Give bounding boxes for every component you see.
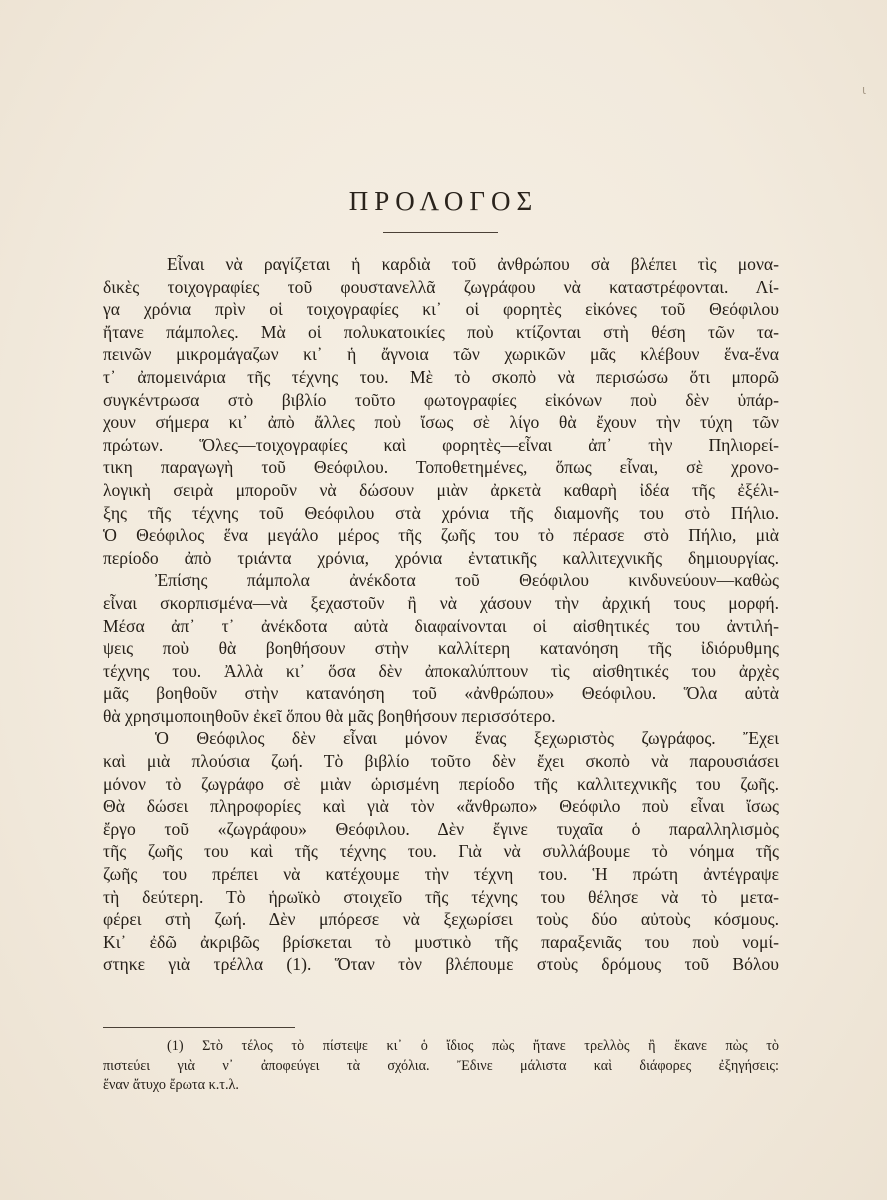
text-line: ἤτανε πάμπολες. Μὰ οἱ πολυκατοικίες ποὺ κτίζονται στὴ θέση τῶν τα- [103, 321, 779, 342]
text-line: τ᾽ ἀπομεινάρια τῆς τέχνης του. Μὲ τὸ σκοπὸ νὰ περισώσω ὅτι μπορῶ [103, 366, 779, 387]
text-line: περίοδο ἀπὸ τριάντα χρόνια, χρόνια ἐντατικῆς καλλιτεχνικῆς δημιουργίας. [103, 547, 779, 568]
text-line: Ὁ Θεόφιλος ἕνα μεγάλο μέρος τῆς ζωῆς του τὸ πέρασε στὸ Πήλιο, μιὰ [103, 525, 779, 546]
text-line: πεινῶν μικρομάγαζων κι᾽ ἡ ἄγνοια τῶν χωρικῶν μᾶς κλέβουν ἕνα-ἕνα [103, 344, 779, 365]
text-line: δικὲς τοιχογραφίες τοῦ φουστανελλᾶ ζωγράφου νὰ καταστρέφονται. Λί- [103, 276, 779, 297]
footnote-line: πιστεύει γιὰ ν᾽ ἀποφεύγει τὰ σχόλια. Ἔδινε μάλιστα καὶ διάφορες ἐξηγήσεις: [103, 1057, 779, 1074]
text-line: μᾶς βοηθοῦν στὴν κατανόηση τοῦ «ἀνθρώπου» Θεόφιλου. Ὅλα αὐτὰ [103, 683, 779, 704]
text-line: ξης τῆς τέχνης τοῦ Θεόφιλου στὰ χρόνια τῆς διαμονῆς του στὸ Πήλιο. [103, 502, 779, 523]
text-line: τὴ δεύτερη. Τὸ ἡρωϊκὸ στοιχεῖο τῆς τέχνης του θέλησε νὰ τὸ μετα- [103, 886, 779, 907]
text-line: Ἐπίσης πάμπολα ἀνέκδοτα τοῦ Θεόφιλου κινδυνεύουν—καθὼς [155, 570, 779, 591]
text-line: ψεις ποὺ θὰ βοηθήσουν στὴν καλλίτερη κατανόηση τῆς ἰδιόρυθμης [103, 638, 779, 659]
text-line: καὶ μιὰ πλούσια ζωή. Τὸ βιβλίο τοῦτο δὲν ἔχει σκοπὸ νὰ παρουσιάσει [103, 751, 779, 772]
text-line: εἶναι σκορπισμένα—νὰ ξεχαστοῦν ἢ νὰ χάσουν τὴν ἀρχική τους μορφή. [103, 592, 779, 613]
footnote-line: ἕναν ἄτυχο ἔρωτα κ.τ.λ. [103, 1077, 239, 1093]
margin-mark: ι [862, 83, 867, 97]
text-line: ἔργο τοῦ «ζωγράφου» Θεόφιλου. Δὲν ἔγινε τυχαῖα ὁ παραλληλισμὸς [103, 818, 779, 839]
text-line: θὰ χρησιμοποιηθοῦν ἐκεῖ ὅπου θὰ μᾶς βοηθήσουν περισσότερο. [103, 705, 556, 726]
text-line: πρώτων. Ὅλες—τοιχογραφίες καὶ φορητὲς—εἶναι ἀπ᾽ τὴν Πηλιορεί- [103, 434, 779, 455]
footnote-rule [103, 1027, 295, 1028]
text-line: τικη παραγωγὴ τοῦ Θεόφιλου. Τοποθετημένες, ὅπως εἶναι, σὲ χρονο- [103, 457, 779, 478]
footnote-line: (1) Στὸ τέλος τὸ πίστεψε κι᾽ ὁ ἴδιος πὼς ἤτανε τρελλὸς ἢ ἔκανε πὼς τὸ [167, 1038, 779, 1054]
text-line: στηκε γιὰ τρέλλα (1). Ὅταν τὸν βλέπουμε στοὺς δρόμους τοῦ Βόλου [103, 954, 779, 975]
text-line: Ὁ Θεόφιλος δὲν εἶναι μόνον ἕνας ξεχωριστὸς ζωγράφος. Ἔχει [155, 728, 779, 749]
text-line: μόνον τὸ ζωγράφο σὲ μιὰν ὡρισμένη περίοδο τῆς καλλιτεχνικῆς του ζωῆς. [103, 773, 779, 794]
page-title: ΠΡΟΛΟΓΟΣ [348, 186, 539, 216]
text-line: ζωῆς του πρέπει νὰ κατέχουμε τὴν τέχνη του. Ἡ πρώτη ἀντέγραψε [103, 864, 779, 885]
text-line: λογικὴ σειρὰ μποροῦν νὰ δώσουν μιὰν ἀρκετὰ καθαρὴ ἰδέα τῆς ἐξέλι- [103, 479, 779, 500]
text-line: Θὰ δώσει πληροφορίες καὶ γιὰ τὸν «ἄνθρωπο» Θεόφιλο ποὺ εἶναι ἴσως [103, 796, 779, 817]
text-line: φέρει στὴ ζωή. Δὲν μπόρεσε νὰ ξεχωρίσει τοὺς δύο αὐτοὺς κόσμους. [103, 909, 779, 930]
body-text [103, 253, 779, 976]
title-underline [383, 232, 498, 233]
text-line: χουν σήμερα κι᾽ ἀπὸ ἄλλες ποὺ ἴσως σὲ λίγο θὰ ἔχουν τὴν τύχη τῶν [103, 412, 779, 433]
text-line: Μέσα ἀπ᾽ τ᾽ ἀνέκδοτα αὐτὰ διαφαίνονται οἱ αἰσθητικές του ἀντιλή- [103, 615, 779, 636]
text-line: Εἶναι νὰ ραγίζεται ἡ καρδιὰ τοῦ ἀνθρώπου σὰ βλέπει τὶς μονα- [167, 254, 779, 274]
text-line: τέχνης του. Ἀλλὰ κι᾽ ὅσα δὲν ἀποκαλύπτουν τὶς αἰσθητικές του ἀρχὲς [103, 660, 779, 681]
text-line: τῆς ζωῆς του καὶ τῆς τέχνης του. Γιὰ νὰ συλλάβουμε τὸ νόημα τῆς [103, 841, 779, 862]
text-line: συγκέντρωσα στὸ βιβλίο τοῦτο φωτογραφίες εἰκόνων ποὺ δὲν ὑπάρ- [103, 389, 779, 410]
text-line: Κι᾽ ἐδῶ ἀκριβῶς βρίσκεται τὸ μυστικὸ τῆς παραξενιᾶς του ποὺ νομί- [103, 931, 779, 952]
footnote [103, 1037, 779, 1096]
text-line: γα χρόνια πρὶν οἱ τοιχογραφίες κι᾽ οἱ φορητὲς εἰκόνες τοῦ Θεόφιλου [103, 299, 779, 320]
